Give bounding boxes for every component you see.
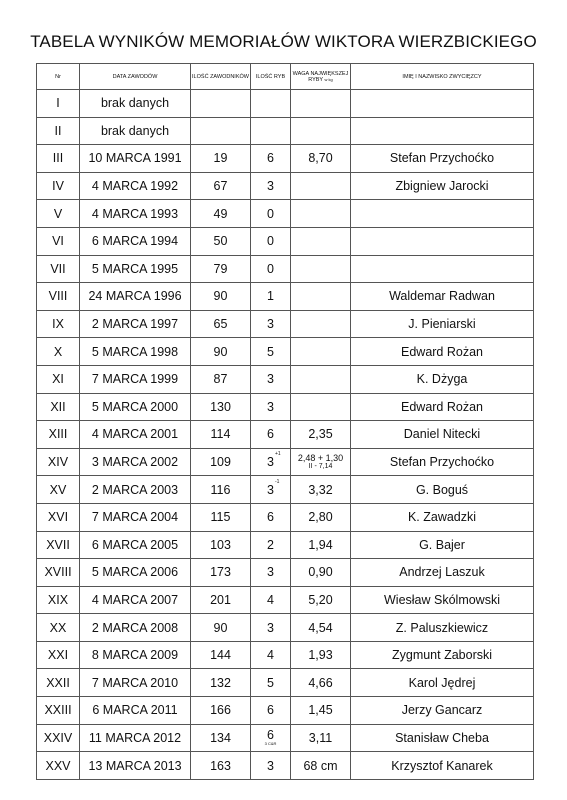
header-date: DATA ZAWODÓW xyxy=(80,64,191,90)
cell-fish xyxy=(251,724,291,752)
cell-nr: XVII xyxy=(37,531,80,559)
weight-secondary: II - 7,14 xyxy=(308,463,333,471)
header-fish: ILOŚĆ RYB xyxy=(251,64,291,90)
table-row xyxy=(37,724,534,752)
fish-count: 0 xyxy=(267,234,274,249)
table-row xyxy=(37,614,534,642)
fish-count-wrap xyxy=(267,179,274,193)
table-row xyxy=(37,586,534,614)
fish-count: 5 xyxy=(267,344,274,359)
cell-weight: 5,20 xyxy=(291,586,351,614)
cell-nr: XX xyxy=(37,614,80,642)
table-row xyxy=(37,283,534,311)
cell-weight xyxy=(291,227,351,255)
cell-winner: Jerzy Gancarz xyxy=(351,697,534,725)
cell-nr: XVI xyxy=(37,503,80,531)
cell-fish xyxy=(251,614,291,642)
fish-count: 3 xyxy=(267,399,274,414)
cell-nr: XXV xyxy=(37,752,80,780)
cell-competitors: 132 xyxy=(191,669,251,697)
cell-competitors: 90 xyxy=(191,614,251,642)
fish-count-wrap xyxy=(267,565,274,579)
cell-fish xyxy=(251,255,291,283)
cell-nr: IV xyxy=(37,172,80,200)
fish-count: 6 xyxy=(267,427,274,442)
cell-date: 8 MARCA 2009 xyxy=(80,641,191,669)
fish-count-wrap xyxy=(267,759,274,773)
table-row xyxy=(37,503,534,531)
fish-count-wrap xyxy=(267,648,274,662)
cell-nr: VIII xyxy=(37,283,80,311)
cell-competitors: 103 xyxy=(191,531,251,559)
cell-weight: 1,93 xyxy=(291,641,351,669)
cell-weight: 68 cm xyxy=(291,752,351,780)
table-row xyxy=(37,172,534,200)
cell-weight xyxy=(291,448,351,476)
cell-nr: XXIII xyxy=(37,697,80,725)
cell-fish xyxy=(251,227,291,255)
table-row xyxy=(37,145,534,173)
cell-date: 6 MARCA 2011 xyxy=(80,697,191,725)
cell-nr: II xyxy=(37,117,80,145)
cell-fish xyxy=(251,476,291,504)
cell-date: 2 MARCA 2003 xyxy=(80,476,191,504)
cell-competitors: 109 xyxy=(191,448,251,476)
cell-date: 4 MARCA 2001 xyxy=(80,421,191,449)
cell-weight xyxy=(291,117,351,145)
cell-winner: Krzysztof Kanarek xyxy=(351,752,534,780)
cell-winner xyxy=(351,255,534,283)
fish-count: 1 xyxy=(267,289,274,304)
cell-competitors: 115 xyxy=(191,503,251,531)
cell-date: 4 MARCA 2007 xyxy=(80,586,191,614)
cell-fish xyxy=(251,145,291,173)
cell-weight: 1,94 xyxy=(291,531,351,559)
cell-fish xyxy=(251,503,291,531)
table-body xyxy=(37,90,534,780)
fish-count: 6 xyxy=(267,510,274,525)
fish-count-wrap xyxy=(267,478,280,497)
cell-date: 6 MARCA 1994 xyxy=(80,227,191,255)
table-row xyxy=(37,365,534,393)
cell-fish xyxy=(251,752,291,780)
table-row xyxy=(37,227,534,255)
cell-competitors xyxy=(191,117,251,145)
cell-fish xyxy=(251,310,291,338)
cell-competitors: 67 xyxy=(191,172,251,200)
cell-nr: XVIII xyxy=(37,559,80,587)
fish-count-wrap xyxy=(267,676,274,690)
fish-count-wrap xyxy=(267,621,274,635)
cell-fish xyxy=(251,338,291,366)
cell-date: 4 MARCA 1993 xyxy=(80,200,191,228)
cell-date: 5 MARCA 1995 xyxy=(80,255,191,283)
cell-nr: V xyxy=(37,200,80,228)
table-row xyxy=(37,641,534,669)
fish-count: 0 xyxy=(267,261,274,276)
cell-winner: K. Dżyga xyxy=(351,365,534,393)
cell-winner xyxy=(351,227,534,255)
cell-nr: XIII xyxy=(37,421,80,449)
cell-nr: XIV xyxy=(37,448,80,476)
cell-nr: XXII xyxy=(37,669,80,697)
cell-weight: 2,35 xyxy=(291,421,351,449)
cell-date: 24 MARCA 1996 xyxy=(80,283,191,311)
cell-winner: G. Boguś xyxy=(351,476,534,504)
fish-count: 5 xyxy=(267,675,274,690)
cell-competitors: 87 xyxy=(191,365,251,393)
header-nr: Nr xyxy=(37,64,80,90)
table-row xyxy=(37,310,534,338)
cell-date: 3 MARCA 2002 xyxy=(80,448,191,476)
cell-weight xyxy=(291,310,351,338)
cell-winner xyxy=(351,200,534,228)
cell-winner: Daniel Nitecki xyxy=(351,421,534,449)
cell-winner: Edward Rożan xyxy=(351,393,534,421)
cell-nr: XXIV xyxy=(37,724,80,752)
cell-nr: XII xyxy=(37,393,80,421)
cell-competitors: 50 xyxy=(191,227,251,255)
cell-fish xyxy=(251,669,291,697)
fish-count-wrap xyxy=(267,151,274,165)
cell-nr: XI xyxy=(37,365,80,393)
fish-count-wrap xyxy=(265,728,277,746)
cell-winner: Edward Rożan xyxy=(351,338,534,366)
cell-weight xyxy=(291,365,351,393)
cell-competitors: 134 xyxy=(191,724,251,752)
cell-date: 5 MARCA 2000 xyxy=(80,393,191,421)
cell-nr: III xyxy=(37,145,80,173)
fish-count: 6 xyxy=(267,727,274,742)
cell-weight xyxy=(291,283,351,311)
table-row xyxy=(37,559,534,587)
table-row xyxy=(37,448,534,476)
cell-fish xyxy=(251,90,291,118)
cell-competitors: 49 xyxy=(191,200,251,228)
table-row xyxy=(37,476,534,504)
cell-winner: Karol Jędrej xyxy=(351,669,534,697)
cell-date: 7 MARCA 2004 xyxy=(80,503,191,531)
cell-winner xyxy=(351,117,534,145)
cell-weight: 0,90 xyxy=(291,559,351,587)
cell-fish xyxy=(251,697,291,725)
fish-count: 0 xyxy=(267,206,274,221)
cell-fish xyxy=(251,559,291,587)
fish-count: 3 xyxy=(267,482,274,497)
header-weight-unit: w kg xyxy=(324,76,333,82)
table-row xyxy=(37,338,534,366)
cell-winner xyxy=(351,90,534,118)
cell-date: 13 MARCA 2013 xyxy=(80,752,191,780)
cell-nr: VII xyxy=(37,255,80,283)
fish-count-wrap xyxy=(267,234,274,248)
cell-fish xyxy=(251,641,291,669)
cell-weight xyxy=(291,172,351,200)
cell-competitors: 65 xyxy=(191,310,251,338)
cell-fish xyxy=(251,283,291,311)
cell-weight: 3,11 xyxy=(291,724,351,752)
cell-competitors: 163 xyxy=(191,752,251,780)
header-weight-label: WAGA NAJWIĘKSZEJ RYBY xyxy=(292,70,349,83)
fish-count-note: -1 xyxy=(274,478,280,485)
cell-fish xyxy=(251,117,291,145)
cell-weight: 2,80 xyxy=(291,503,351,531)
table-row xyxy=(37,531,534,559)
cell-competitors: 116 xyxy=(191,476,251,504)
fish-count-subnote: 3 C&R xyxy=(264,740,277,746)
cell-competitors xyxy=(191,90,251,118)
fish-count: 3 xyxy=(267,455,274,470)
fish-count-wrap xyxy=(267,451,281,470)
cell-winner: G. Bajer xyxy=(351,531,534,559)
cell-winner: Stefan Przychoćko xyxy=(351,448,534,476)
cell-date: 6 MARCA 2005 xyxy=(80,531,191,559)
cell-competitors: 166 xyxy=(191,697,251,725)
cell-nr: IX xyxy=(37,310,80,338)
cell-winner: Stanisław Cheba xyxy=(351,724,534,752)
cell-weight: 4,66 xyxy=(291,669,351,697)
fish-count-wrap xyxy=(267,345,274,359)
cell-winner: Wiesław Skólmowski xyxy=(351,586,534,614)
cell-winner: Stefan Przychoćko xyxy=(351,145,534,173)
cell-weight xyxy=(291,393,351,421)
table-row xyxy=(37,752,534,780)
fish-count: 4 xyxy=(267,648,274,663)
header-competitors: ILOŚĆ ZAWODNIKÓW xyxy=(191,64,251,90)
fish-count: 3 xyxy=(267,179,274,194)
fish-count-note: +1 xyxy=(274,451,281,458)
cell-competitors: 79 xyxy=(191,255,251,283)
fish-count-wrap xyxy=(267,510,274,524)
fish-count-wrap xyxy=(267,538,274,552)
fish-count: 3 xyxy=(267,317,274,332)
fish-count-wrap xyxy=(267,207,274,221)
cell-weight: 4,54 xyxy=(291,614,351,642)
cell-fish xyxy=(251,172,291,200)
cell-fish xyxy=(251,421,291,449)
cell-competitors: 90 xyxy=(191,338,251,366)
cell-competitors: 173 xyxy=(191,559,251,587)
cell-nr: XV xyxy=(37,476,80,504)
table-header-row xyxy=(37,64,534,90)
cell-competitors: 201 xyxy=(191,586,251,614)
cell-fish xyxy=(251,393,291,421)
fish-count: 3 xyxy=(267,372,274,387)
cell-weight xyxy=(291,338,351,366)
weight-primary: 2,48 + 1,30 xyxy=(297,453,344,464)
cell-date: 11 MARCA 2012 xyxy=(80,724,191,752)
table-row xyxy=(37,90,534,118)
fish-count-wrap xyxy=(267,289,274,303)
cell-fish xyxy=(251,200,291,228)
header-weight xyxy=(291,64,351,90)
table-row xyxy=(37,421,534,449)
fish-count: 3 xyxy=(267,758,274,773)
cell-winner: Zbigniew Jarocki xyxy=(351,172,534,200)
cell-date: 5 MARCA 2006 xyxy=(80,559,191,587)
table-row xyxy=(37,669,534,697)
cell-date: 2 MARCA 1997 xyxy=(80,310,191,338)
cell-weight: 3,32 xyxy=(291,476,351,504)
cell-date: 4 MARCA 1992 xyxy=(80,172,191,200)
table-row xyxy=(37,393,534,421)
cell-date: brak danych xyxy=(80,90,191,118)
table-row xyxy=(37,697,534,725)
cell-fish xyxy=(251,448,291,476)
cell-nr: I xyxy=(37,90,80,118)
cell-fish xyxy=(251,531,291,559)
page-title: TABELA WYNIKÓW MEMORIAŁÓW WIKTORA WIERZBICKIEGO xyxy=(30,32,537,51)
fish-count: 3 xyxy=(267,565,274,580)
cell-winner: Z. Paluszkiewicz xyxy=(351,614,534,642)
fish-count: 6 xyxy=(267,703,274,718)
cell-nr: XXI xyxy=(37,641,80,669)
cell-date: 7 MARCA 1999 xyxy=(80,365,191,393)
fish-count-wrap xyxy=(267,427,274,441)
cell-winner: Andrzej Laszuk xyxy=(351,559,534,587)
fish-count-wrap xyxy=(267,262,274,276)
fish-count-wrap xyxy=(267,317,274,331)
results-table xyxy=(36,63,534,780)
cell-competitors: 90 xyxy=(191,283,251,311)
cell-competitors: 144 xyxy=(191,641,251,669)
table-row xyxy=(37,200,534,228)
fish-count: 3 xyxy=(267,620,274,635)
fish-count: 2 xyxy=(267,537,274,552)
cell-fish xyxy=(251,365,291,393)
fish-count-wrap xyxy=(267,593,274,607)
cell-nr: X xyxy=(37,338,80,366)
cell-date: brak danych xyxy=(80,117,191,145)
fish-count: 4 xyxy=(267,592,274,607)
cell-weight: 8,70 xyxy=(291,145,351,173)
cell-nr: XIX xyxy=(37,586,80,614)
cell-competitors: 114 xyxy=(191,421,251,449)
cell-competitors: 130 xyxy=(191,393,251,421)
cell-winner: J. Pieniarski xyxy=(351,310,534,338)
table-row xyxy=(37,255,534,283)
cell-date: 5 MARCA 1998 xyxy=(80,338,191,366)
fish-count-wrap xyxy=(267,400,274,414)
header-winner: IMIĘ I NAZWISKO ZWYCIĘZCY xyxy=(351,64,534,90)
fish-count-wrap xyxy=(267,372,274,386)
table-row xyxy=(37,117,534,145)
cell-date: 10 MARCA 1991 xyxy=(80,145,191,173)
cell-fish xyxy=(251,586,291,614)
cell-weight xyxy=(291,200,351,228)
cell-date: 2 MARCA 2008 xyxy=(80,614,191,642)
cell-nr: VI xyxy=(37,227,80,255)
cell-winner: Zygmunt Zaborski xyxy=(351,641,534,669)
cell-winner: Waldemar Radwan xyxy=(351,283,534,311)
cell-winner: K. Zawadzki xyxy=(351,503,534,531)
cell-competitors: 19 xyxy=(191,145,251,173)
fish-count: 6 xyxy=(267,151,274,166)
fish-count-wrap xyxy=(267,703,274,717)
cell-weight xyxy=(291,255,351,283)
cell-weight: 1,45 xyxy=(291,697,351,725)
cell-date: 7 MARCA 2010 xyxy=(80,669,191,697)
cell-weight xyxy=(291,90,351,118)
